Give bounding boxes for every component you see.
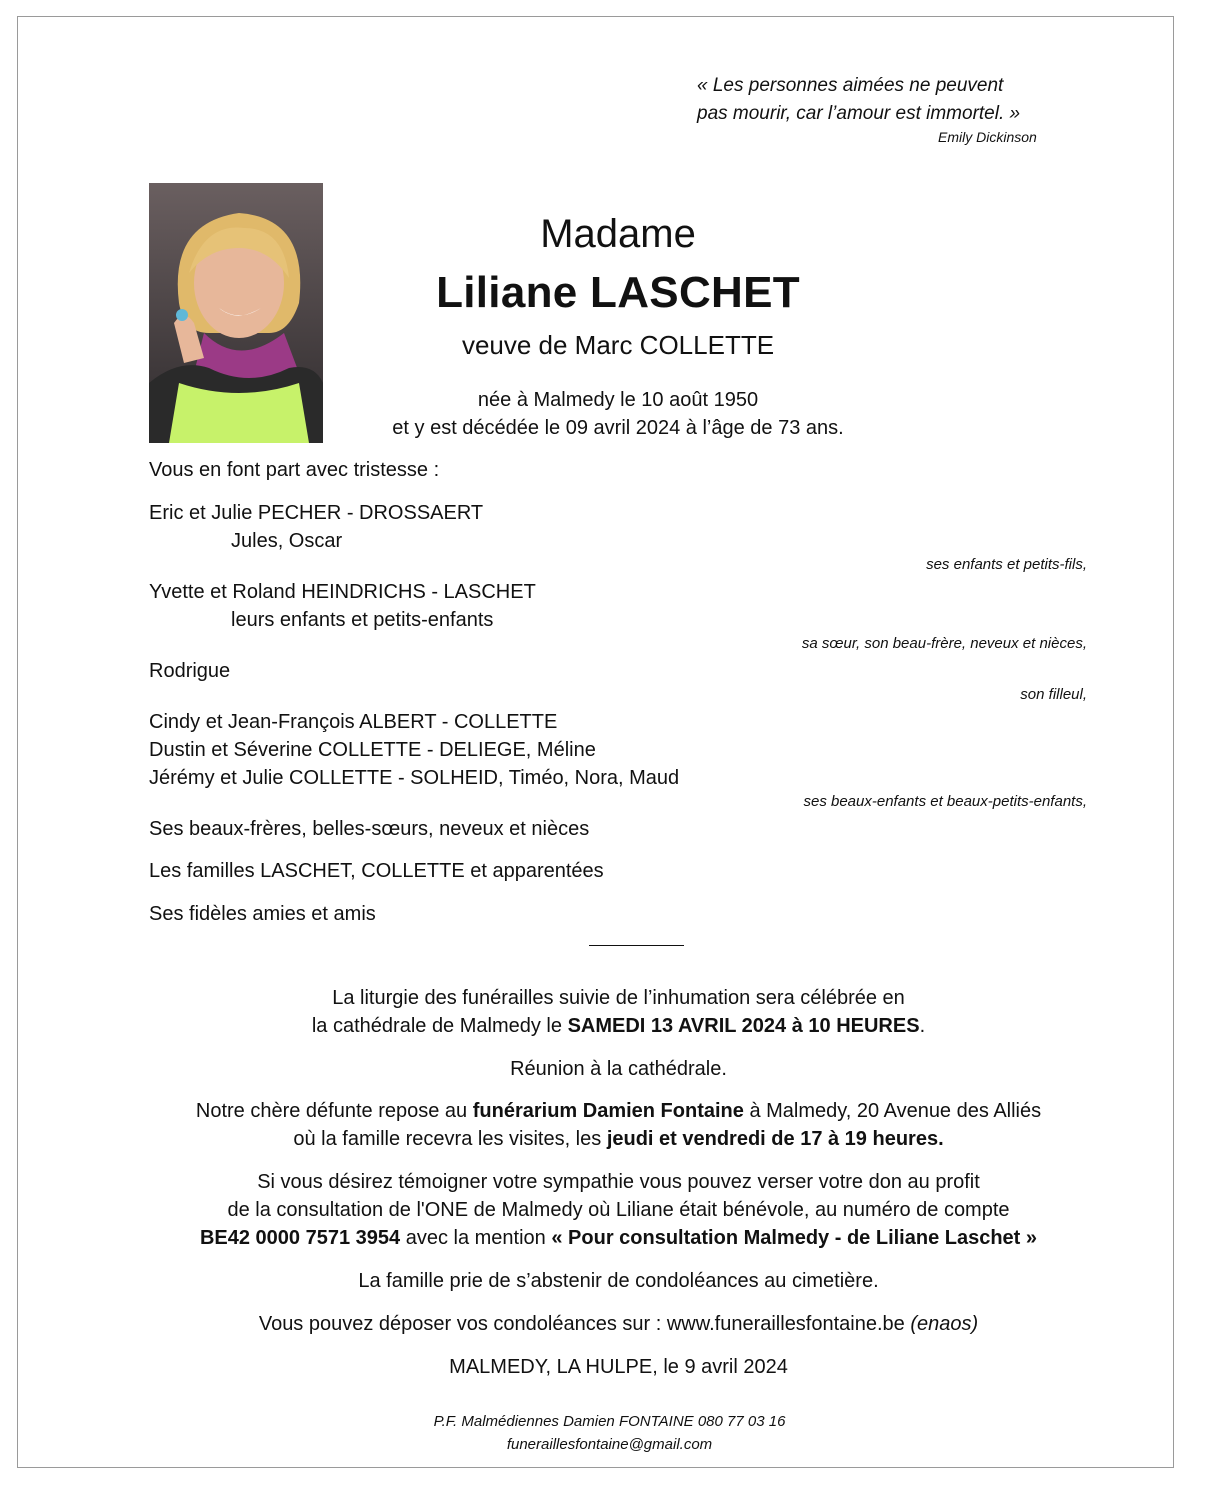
quote: [697, 72, 1020, 128]
family-line: Rodrigue: [149, 660, 231, 682]
ceremony-date: SAMEDI 13 AVRIL 2024 à 10 HEURES: [567, 1015, 920, 1037]
birth-death-dates: [380, 386, 856, 442]
ceremony-text: .: [919, 1015, 926, 1037]
deceased-name: Liliane LASCHET: [436, 268, 800, 317]
relation-label: sa sœur, son beau-frère, neveux et nièces,: [801, 635, 1087, 652]
relation-label: ses beaux-enfants et beaux-petits-enfants,: [803, 793, 1087, 810]
place-and-date: MALMEDY, LA HULPE, le 9 avril 2024: [449, 1356, 788, 1378]
funeral-director-email: funeraillesfontaine@gmail.com: [506, 1436, 713, 1453]
widow-of: veuve de Marc COLLETTE: [461, 330, 775, 360]
donation-line: [100, 1224, 1137, 1252]
relation-label: ses enfants et petits-fils,: [926, 556, 1087, 573]
deceased-title: Madame: [540, 212, 696, 256]
visitation-line: [100, 1097, 1137, 1125]
portrait-photo: [149, 183, 323, 443]
quote-line-1: « Les personnes aimées ne peuvent: [697, 75, 1004, 96]
visitation-hours: jeudi et vendredi de 17 à 19 heures.: [606, 1128, 944, 1150]
family-line: Cindy et Jean-François ALBERT - COLLETTE: [149, 711, 558, 733]
family-line: Jérémy et Julie COLLETTE - SOLHEID, Timéo, Nora, Maud: [149, 767, 680, 789]
family-line: Jules, Oscar: [231, 530, 343, 552]
online-condolences: [100, 1310, 1137, 1338]
online-condolences-text: Vous pouvez déposer vos condoléances sur : www.funeraillesfontaine.be: [258, 1313, 911, 1335]
family-line: Ses fidèles amies et amis: [149, 903, 376, 925]
relation-label: son filleul,: [1020, 686, 1087, 703]
family-line: Eric et Julie PECHER - DROSSAERT: [149, 502, 484, 524]
death-line: et y est décédée le 09 avril 2024 à l’âge de 73 ans.: [392, 417, 844, 439]
funeral-director: [52, 1410, 1167, 1456]
quote-author: Emily Dickinson: [938, 129, 1037, 145]
visitation-text: à Malmedy, 20 Avenue des Alliés: [743, 1100, 1042, 1122]
visitation-paragraph: [100, 1097, 1137, 1153]
quote-line-2: pas mourir, car l’amour est immortel. »: [697, 103, 1021, 124]
separator-rule: [589, 945, 684, 946]
birth-line: née à Malmedy le 10 août 1950: [477, 389, 759, 411]
family-line: leurs enfants et petits-enfants: [231, 609, 494, 631]
visitation-text: où la famille recevra les visites, les: [293, 1128, 607, 1150]
ceremony-line: La liturgie des funérailles suivie de l’inhumation sera célébrée en: [332, 987, 905, 1009]
donation-line: Si vous désirez témoigner votre sympathie vous pouvez verser votre don au profit: [257, 1171, 980, 1193]
visitation-line: [100, 1125, 1137, 1153]
ceremony-text: la cathédrale de Malmedy le: [311, 1015, 568, 1037]
family-line: Ses beaux-frères, belles-sœurs, neveux et nièces: [149, 818, 590, 840]
donation-line: de la consultation de l'ONE de Malmedy où Liliane était bénévole, au numéro de compte: [227, 1199, 1010, 1221]
funeral-home-name: funérarium Damien Fontaine: [472, 1100, 744, 1122]
ceremony-paragraph: [100, 984, 1137, 1040]
bank-account: BE42 0000 7571 3954: [199, 1227, 401, 1249]
visitation-text: Notre chère défunte repose au: [195, 1100, 473, 1122]
ceremony-line: [100, 1012, 1137, 1040]
donation-paragraph: [100, 1168, 1137, 1252]
announcement-intro: Vous en font part avec tristesse :: [149, 459, 440, 481]
online-condolences-platform: (enaos): [910, 1313, 979, 1335]
condolences-note: La famille prie de s’abstenir de condoléances au cimetière.: [358, 1270, 879, 1292]
meeting-note: Réunion à la cathédrale.: [510, 1058, 727, 1080]
family-line: Dustin et Séverine COLLETTE - DELIEGE, Méline: [149, 739, 596, 761]
family-line: Les familles LASCHET, COLLETTE et apparentées: [149, 860, 604, 882]
donation-reference: « Pour consultation Malmedy - de Liliane Laschet »: [551, 1227, 1038, 1249]
donation-text: avec la mention: [400, 1227, 552, 1249]
funeral-director-phone: P.F. Malmédiennes Damien FONTAINE 080 77 03 16: [433, 1413, 786, 1430]
family-line: Yvette et Roland HEINDRICHS - LASCHET: [149, 581, 536, 603]
